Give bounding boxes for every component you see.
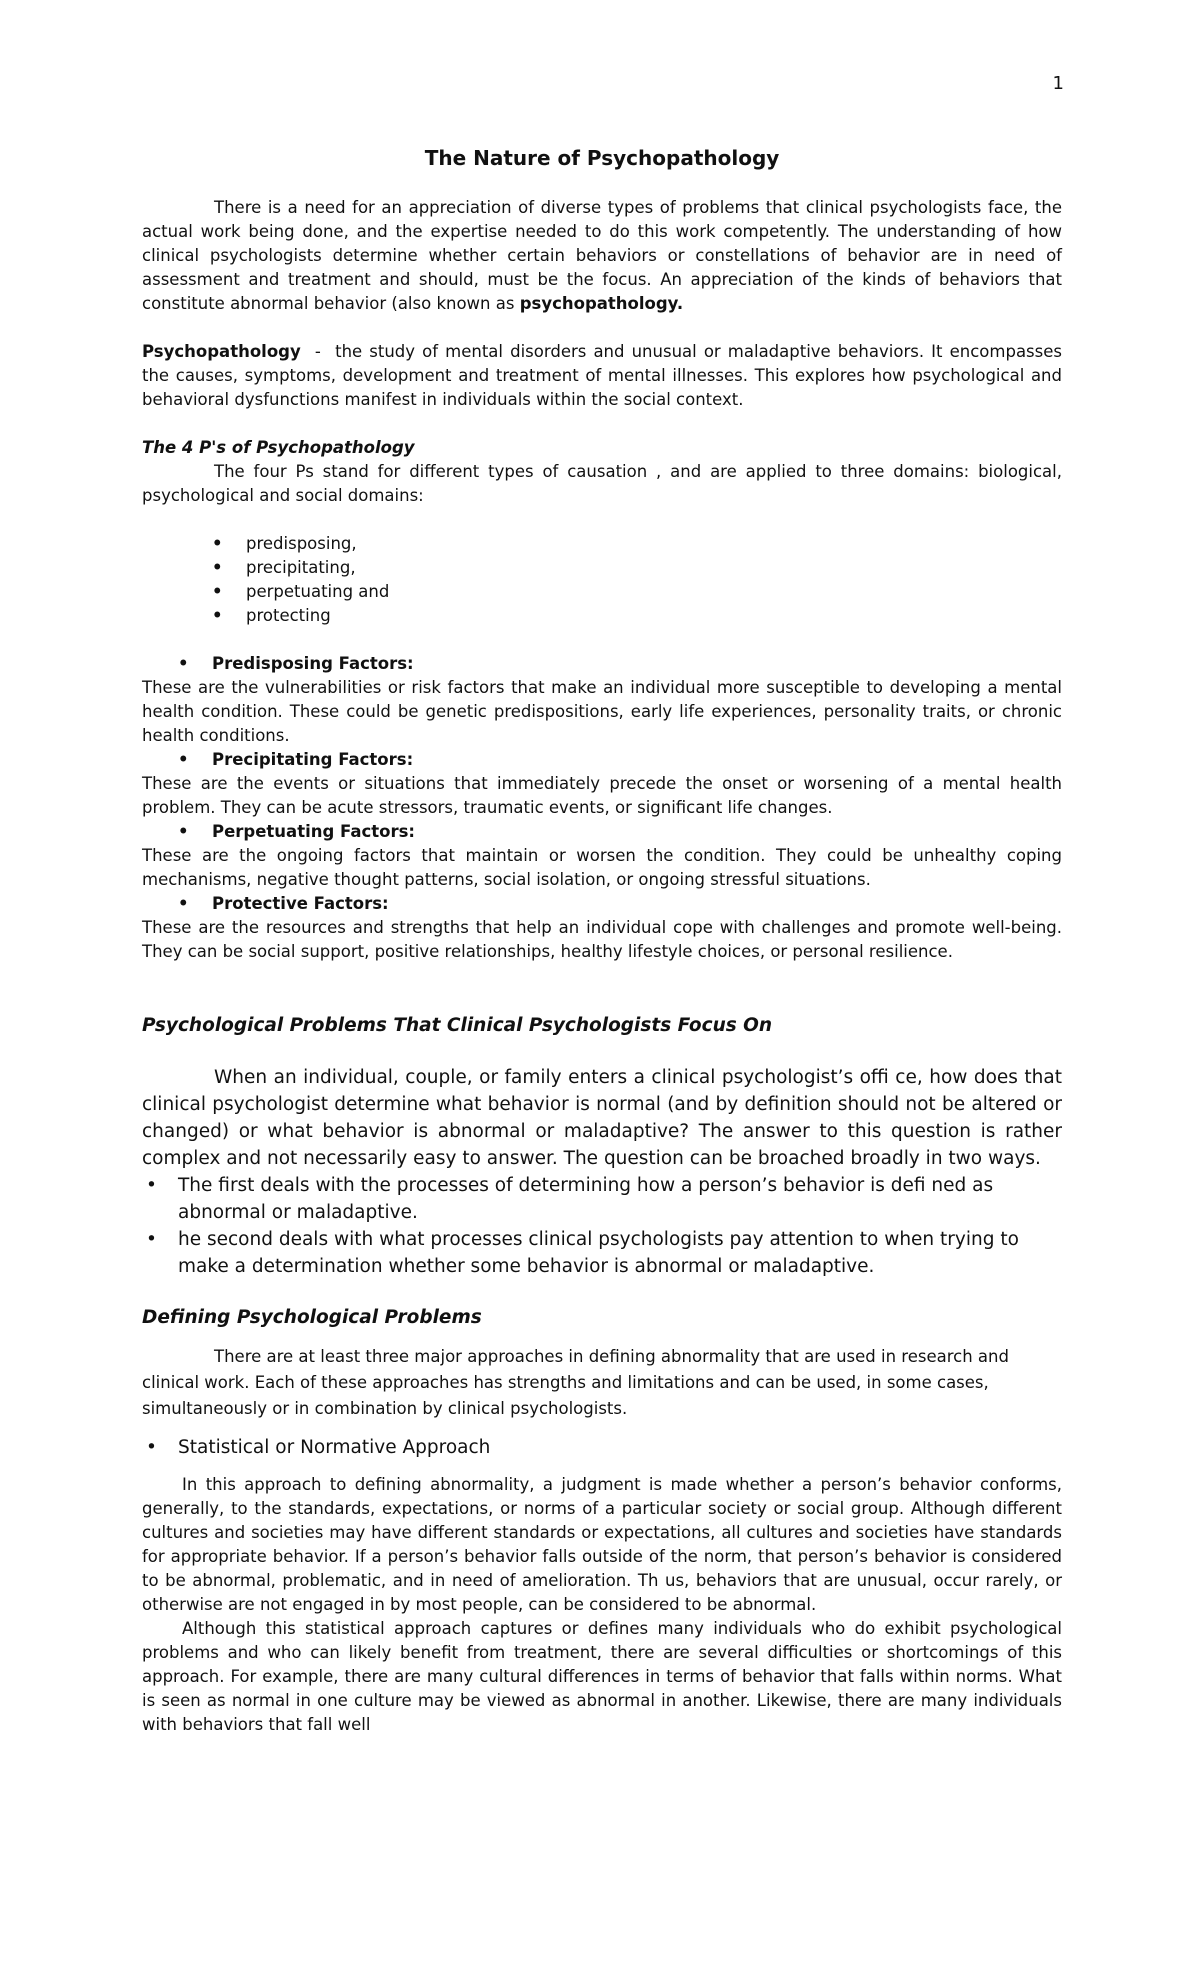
document-title: The Nature of Psychopathology	[424, 146, 780, 170]
list-item	[142, 580, 1062, 604]
bullet-icon: •	[178, 822, 189, 841]
bullet-icon: •	[146, 1229, 157, 1250]
list-item	[142, 532, 1062, 556]
factors-section	[142, 652, 1062, 964]
intro-paragraph	[142, 196, 1062, 316]
four-ps-intro: The four Ps stand for different types of causation , and are applied to three domains: biological, psychological and social domains:	[142, 462, 1062, 505]
defining-section-heading: Defining Psychological Problems	[142, 1307, 482, 1328]
intro-bold-term: psychopathology.	[519, 294, 684, 313]
factor-heading-text: Protective Factors:	[212, 894, 389, 913]
definition-paragraph	[142, 340, 1062, 412]
list-item	[142, 1226, 1062, 1280]
factor-text: These are the resources and strengths that help an individual cope with challenges and promote well-being. They can be social support, positive relationships, healthy lifestyle choices, or personal resilience.	[142, 918, 1062, 961]
bullet-icon: •	[212, 558, 223, 577]
focus-section-heading: Psychological Problems That Clinical Psychologists Focus On	[142, 1015, 773, 1036]
bullet-icon: •	[146, 1437, 157, 1458]
approach-paragraph-1: In this approach to defining abnormality, a judgment is made whether a person’s behavior conforms, generally, to the standards, expectations, or norms of a particular society or social group. Although different cultures and societies may have different standards or expectations, all cultures and societies have standards for appropriate behavior. If a person’s behavior falls outside of the norm, that person’s behavior is considered to be abnormal, problematic, and in need of amelioration. Th us, behaviors that are unusual, occur rarely, or otherwise are not engaged in by most people, can be considered to be abnormal.	[142, 1475, 1062, 1614]
list-item-text: The first deals with the processes of determining how a person’s behavior is defi ned as abnormal or maladaptive.	[178, 1175, 994, 1223]
list-item-text: predisposing,	[246, 534, 357, 553]
approach-paragraph-2: Although this statistical approach captures or defines many individuals who do exhibit psychological problems and who can likely benefit from treatment, there are several difficulties or shortcomings of this approach. For example, there are many cultural differences in terms of behavior that falls within norms. What is seen as normal in one culture may be viewed as abnormal in another. Likewise, there are many individuals with behaviors that fall well	[142, 1619, 1062, 1734]
factor-heading-text: Precipitating Factors:	[212, 750, 414, 769]
factor-text: These are the events or situations that immediately precede the onset or worsening of a mental health problem. They can be acute stressors, traumatic events, or significant life changes.	[142, 774, 1062, 817]
definition-dash: -	[300, 342, 336, 361]
factor-heading	[142, 652, 1062, 676]
list-item	[142, 556, 1062, 580]
bullet-icon: •	[212, 606, 223, 625]
list-item	[142, 604, 1062, 628]
bullet-icon: •	[212, 534, 223, 553]
factor-text: These are the vulnerabilities or risk factors that make an individual more susceptible to developing a mental health condition. These could be genetic predispositions, early life experiences, personality traits, or chronic health conditions.	[142, 678, 1062, 745]
defining-section-paragraph: There are at least three major approaches in defining abnormality that are used in research and clinical work. Each of these approaches has strengths and limitations and can be used, in some cases, simultaneously or in combination by clinical psychologists.	[142, 1347, 1009, 1418]
four-ps-heading: The 4 P's of Psychopathology	[142, 438, 415, 457]
approach-heading	[142, 1434, 1062, 1461]
page-number: 1	[1052, 73, 1064, 94]
factor-text: These are the ongoing factors that maintain or worsen the condition. They could be unhealthy coping mechanisms, negative thought patterns, social isolation, or ongoing stressful situations.	[142, 846, 1062, 889]
factor-heading	[142, 820, 1062, 844]
bullet-icon: •	[178, 894, 189, 913]
definition-term: Psychopathology	[142, 342, 301, 361]
factor-heading	[142, 892, 1062, 916]
bullet-icon: •	[178, 654, 189, 673]
factor-heading-text: Perpetuating Factors:	[212, 822, 416, 841]
definition-text: the study of mental disorders and unusual or maladaptive behaviors. It encompasses the causes, symptoms, development and treatment of mental illnesses. This explores how psychological and behavioral dysfunctions manifest in individuals within the social context.	[142, 342, 1062, 409]
approach-heading-text: Statistical or Normative Approach	[178, 1437, 491, 1458]
list-item-text: perpetuating and	[246, 582, 390, 601]
factor-heading-text: Predisposing Factors:	[212, 654, 414, 673]
list-item-text: protecting	[246, 606, 331, 625]
focus-section-paragraph: When an individual, couple, or family enters a clinical psychologist’s offi ce, how does that clinical psychologist determine what behavior is normal (and by definition should not be altered or changed) or what behavior is abnormal or maladaptive? The answer to this question is rather complex and not necessarily easy to answer. The question can be broached broadly in two ways.	[142, 1067, 1062, 1169]
list-item-text: he second deals with what processes clinical psychologists pay attention to when trying to make a determination whether some behavior is abnormal or maladaptive.	[178, 1229, 1019, 1277]
list-item	[142, 1172, 1062, 1226]
intro-text: There is a need for an appreciation of diverse types of problems that clinical psychologists face, the actual work being done, and the expertise needed to do this work competently. The understanding of how clinical psychologists determine whether certain behaviors or constellations of behavior are in need of assessment and treatment and should, must be the focus. An appreciation of the kinds of behaviors that constitute abnormal behavior (also known as	[142, 198, 1062, 313]
four-ps-list	[142, 532, 1062, 628]
document-body	[142, 144, 1062, 1737]
bullet-icon: •	[146, 1175, 157, 1196]
bullet-icon: •	[212, 582, 223, 601]
factor-heading	[142, 748, 1062, 772]
bullet-icon: •	[178, 750, 189, 769]
list-item-text: precipitating,	[246, 558, 356, 577]
focus-section-list	[142, 1172, 1062, 1280]
